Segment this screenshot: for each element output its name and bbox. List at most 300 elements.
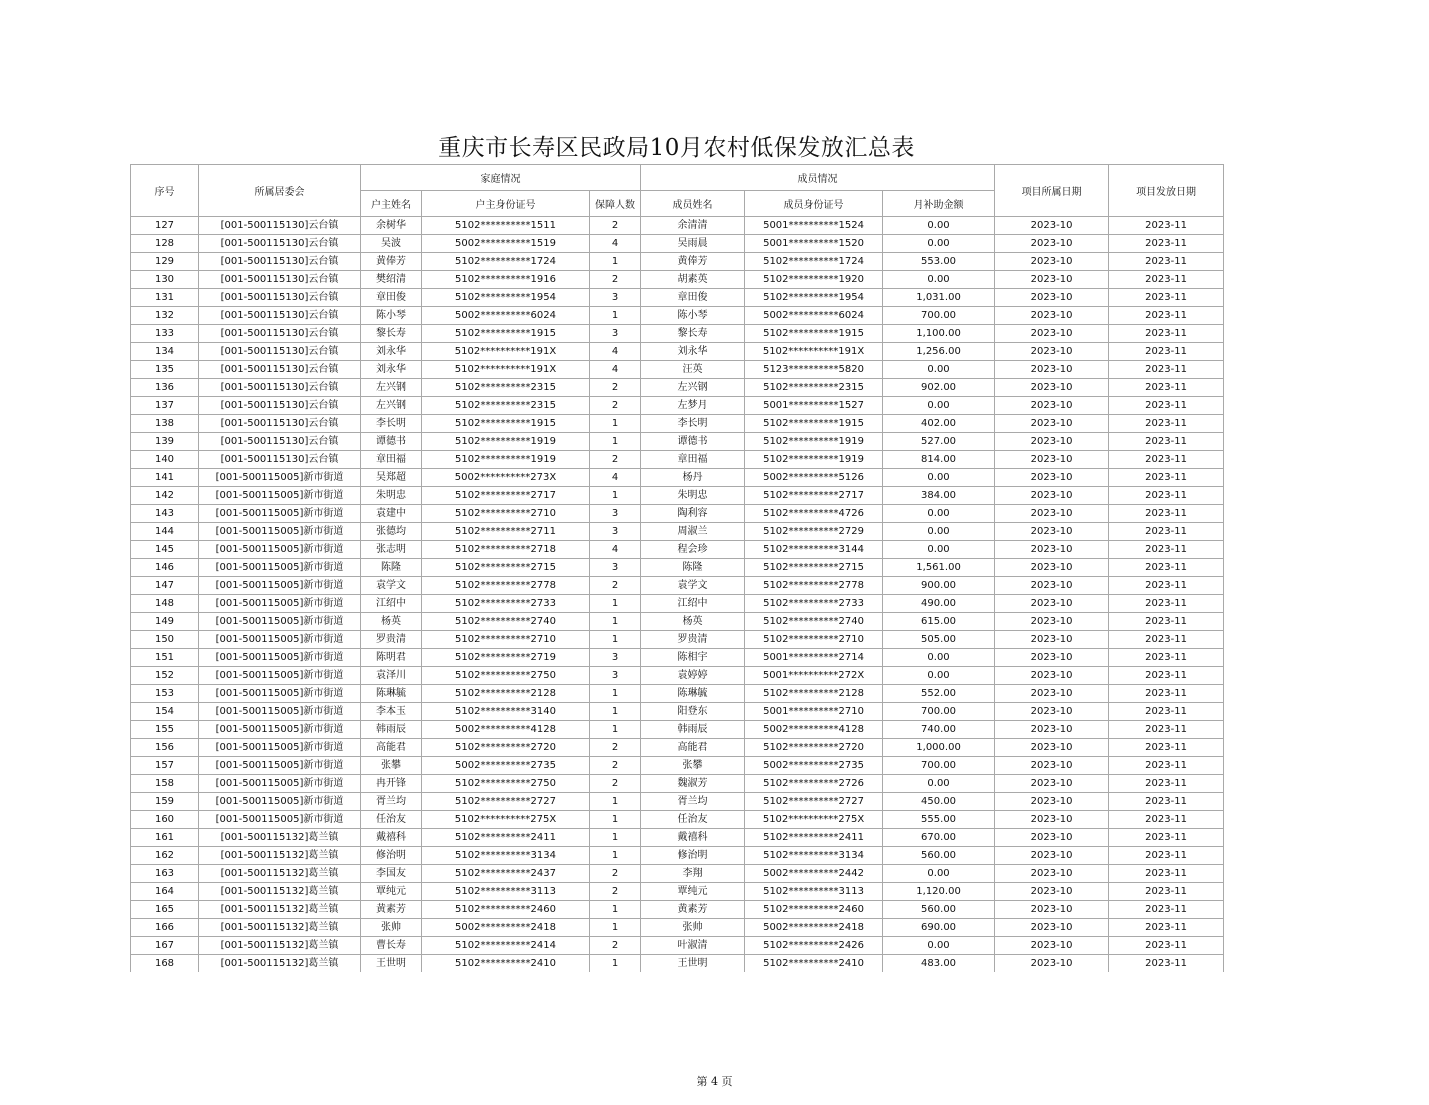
cell-period: 2023-10	[995, 685, 1109, 703]
cell-people: 4	[590, 235, 641, 253]
cell-issue: 2023-11	[1109, 721, 1224, 739]
cell-seq: 165	[131, 901, 199, 919]
cell-head-name: 高能君	[361, 739, 422, 757]
cell-member-name: 陶利容	[641, 505, 745, 523]
cell-committee: [001-500115130]云台镇	[199, 361, 361, 379]
table-row	[131, 901, 1224, 919]
cell-period: 2023-10	[995, 829, 1109, 847]
cell-member-id: 5001**********1527	[745, 397, 883, 415]
cell-issue: 2023-11	[1109, 379, 1224, 397]
cell-member-name: 吴雨晨	[641, 235, 745, 253]
cell-head-id: 5102**********2411	[422, 829, 590, 847]
cell-head-id: 5102**********1954	[422, 289, 590, 307]
cell-people: 2	[590, 217, 641, 235]
cell-people: 1	[590, 829, 641, 847]
cell-head-name: 戴禧科	[361, 829, 422, 847]
cell-issue: 2023-11	[1109, 793, 1224, 811]
cell-head-id: 5102**********2437	[422, 865, 590, 883]
cell-member-name: 叶淑清	[641, 937, 745, 955]
cell-head-name: 刘永华	[361, 361, 422, 379]
cell-member-id: 5102**********1915	[745, 415, 883, 433]
header-period: 项目所属日期	[995, 165, 1109, 217]
cell-member-name: 陈隆	[641, 559, 745, 577]
cell-head-id: 5102**********2710	[422, 631, 590, 649]
cell-head-id: 5102**********1915	[422, 415, 590, 433]
cell-member-id: 5102**********191X	[745, 343, 883, 361]
cell-amount: 490.00	[883, 595, 995, 613]
cell-member-id: 5002**********2735	[745, 757, 883, 775]
cell-people: 1	[590, 721, 641, 739]
cell-amount: 384.00	[883, 487, 995, 505]
cell-amount: 505.00	[883, 631, 995, 649]
cell-seq: 139	[131, 433, 199, 451]
cell-head-id: 5102**********2710	[422, 505, 590, 523]
cell-seq: 151	[131, 649, 199, 667]
cell-committee: [001-500115132]葛兰镇	[199, 901, 361, 919]
cell-member-name: 任治友	[641, 811, 745, 829]
cell-amount: 0.00	[883, 361, 995, 379]
cell-committee: [001-500115005]新市街道	[199, 541, 361, 559]
table-row	[131, 775, 1224, 793]
cell-issue: 2023-11	[1109, 523, 1224, 541]
cell-member-name: 胡素英	[641, 271, 745, 289]
cell-seq: 168	[131, 955, 199, 973]
cell-period: 2023-10	[995, 649, 1109, 667]
cell-period: 2023-10	[995, 883, 1109, 901]
cell-amount: 0.00	[883, 217, 995, 235]
cell-committee: [001-500115130]云台镇	[199, 343, 361, 361]
cell-amount: 1,031.00	[883, 289, 995, 307]
cell-people: 2	[590, 757, 641, 775]
table-row	[131, 649, 1224, 667]
cell-issue: 2023-11	[1109, 919, 1224, 937]
cell-period: 2023-10	[995, 469, 1109, 487]
cell-issue: 2023-11	[1109, 937, 1224, 955]
cell-amount: 0.00	[883, 667, 995, 685]
cell-head-name: 张德均	[361, 523, 422, 541]
cell-member-id: 5102**********2726	[745, 775, 883, 793]
cell-head-id: 5102**********2750	[422, 667, 590, 685]
cell-seq: 153	[131, 685, 199, 703]
cell-head-id: 5102**********2711	[422, 523, 590, 541]
cell-committee: [001-500115005]新市街道	[199, 757, 361, 775]
cell-amount: 814.00	[883, 451, 995, 469]
cell-member-name: 章田福	[641, 451, 745, 469]
cell-issue: 2023-11	[1109, 505, 1224, 523]
cell-head-id: 5102**********2315	[422, 379, 590, 397]
cell-head-id: 5102**********1511	[422, 217, 590, 235]
cell-member-name: 罗贵清	[641, 631, 745, 649]
cell-committee: [001-500115005]新市街道	[199, 523, 361, 541]
cell-amount: 0.00	[883, 469, 995, 487]
cell-seq: 146	[131, 559, 199, 577]
cell-head-name: 袁泽川	[361, 667, 422, 685]
cell-amount: 902.00	[883, 379, 995, 397]
cell-people: 2	[590, 739, 641, 757]
cell-member-id: 5102**********1724	[745, 253, 883, 271]
cell-seq: 148	[131, 595, 199, 613]
cell-member-name: 谭德书	[641, 433, 745, 451]
cell-member-id: 5102**********2740	[745, 613, 883, 631]
cell-period: 2023-10	[995, 919, 1109, 937]
cell-issue: 2023-11	[1109, 847, 1224, 865]
cell-period: 2023-10	[995, 739, 1109, 757]
cell-people: 1	[590, 253, 641, 271]
cell-period: 2023-10	[995, 433, 1109, 451]
cell-amount: 740.00	[883, 721, 995, 739]
table-row	[131, 451, 1224, 469]
table-row	[131, 577, 1224, 595]
cell-head-name: 左兴钢	[361, 397, 422, 415]
cell-committee: [001-500115005]新市街道	[199, 775, 361, 793]
cell-committee: [001-500115005]新市街道	[199, 685, 361, 703]
cell-committee: [001-500115005]新市街道	[199, 613, 361, 631]
table-body	[131, 217, 1224, 973]
cell-period: 2023-10	[995, 559, 1109, 577]
table-row	[131, 739, 1224, 757]
cell-seq: 167	[131, 937, 199, 955]
cell-amount: 1,120.00	[883, 883, 995, 901]
cell-head-name: 杨英	[361, 613, 422, 631]
cell-committee: [001-500115130]云台镇	[199, 217, 361, 235]
cell-issue: 2023-11	[1109, 613, 1224, 631]
cell-people: 1	[590, 595, 641, 613]
cell-head-id: 5102**********1919	[422, 433, 590, 451]
table-row	[131, 307, 1224, 325]
cell-member-name: 朱明忠	[641, 487, 745, 505]
cell-head-name: 曹长寿	[361, 937, 422, 955]
cell-issue: 2023-11	[1109, 685, 1224, 703]
cell-head-name: 黎长寿	[361, 325, 422, 343]
cell-head-id: 5002**********6024	[422, 307, 590, 325]
table-row	[131, 343, 1224, 361]
cell-committee: [001-500115005]新市街道	[199, 577, 361, 595]
cell-member-id: 5102**********2727	[745, 793, 883, 811]
cell-member-name: 覃纯元	[641, 883, 745, 901]
cell-member-name: 王世明	[641, 955, 745, 973]
cell-people: 1	[590, 793, 641, 811]
cell-period: 2023-10	[995, 613, 1109, 631]
cell-member-id: 5102**********2410	[745, 955, 883, 973]
cell-head-name: 章田俊	[361, 289, 422, 307]
cell-head-id: 5102**********1724	[422, 253, 590, 271]
cell-head-name: 修治明	[361, 847, 422, 865]
cell-seq: 132	[131, 307, 199, 325]
cell-people: 1	[590, 955, 641, 973]
cell-member-id: 5102**********2710	[745, 631, 883, 649]
table-row	[131, 235, 1224, 253]
cell-head-name: 张攀	[361, 757, 422, 775]
cell-head-id: 5102**********2750	[422, 775, 590, 793]
cell-committee: [001-500115132]葛兰镇	[199, 955, 361, 973]
cell-people: 1	[590, 685, 641, 703]
cell-committee: [001-500115130]云台镇	[199, 397, 361, 415]
cell-head-name: 李长明	[361, 415, 422, 433]
cell-people: 1	[590, 811, 641, 829]
cell-period: 2023-10	[995, 397, 1109, 415]
cell-member-name: 黄素芳	[641, 901, 745, 919]
cell-issue: 2023-11	[1109, 703, 1224, 721]
cell-issue: 2023-11	[1109, 487, 1224, 505]
cell-head-id: 5002**********2735	[422, 757, 590, 775]
cell-head-id: 5102**********2717	[422, 487, 590, 505]
cell-issue: 2023-11	[1109, 469, 1224, 487]
cell-committee: [001-500115005]新市街道	[199, 703, 361, 721]
cell-issue: 2023-11	[1109, 739, 1224, 757]
cell-seq: 162	[131, 847, 199, 865]
cell-period: 2023-10	[995, 523, 1109, 541]
cell-member-id: 5001**********2710	[745, 703, 883, 721]
table-row	[131, 829, 1224, 847]
cell-member-id: 5001**********1524	[745, 217, 883, 235]
cell-member-name: 袁婷婷	[641, 667, 745, 685]
cell-period: 2023-10	[995, 955, 1109, 973]
cell-issue: 2023-11	[1109, 667, 1224, 685]
cell-period: 2023-10	[995, 595, 1109, 613]
cell-head-name: 袁学文	[361, 577, 422, 595]
cell-period: 2023-10	[995, 811, 1109, 829]
cell-committee: [001-500115005]新市街道	[199, 595, 361, 613]
cell-member-name: 杨英	[641, 613, 745, 631]
cell-member-name: 陈小琴	[641, 307, 745, 325]
cell-committee: [001-500115132]葛兰镇	[199, 829, 361, 847]
cell-issue: 2023-11	[1109, 775, 1224, 793]
header-member-id: 成员身份证号	[745, 191, 883, 217]
cell-amount: 527.00	[883, 433, 995, 451]
cell-member-id: 5102**********2315	[745, 379, 883, 397]
cell-head-id: 5102**********2315	[422, 397, 590, 415]
cell-issue: 2023-11	[1109, 415, 1224, 433]
cell-amount: 560.00	[883, 847, 995, 865]
cell-seq: 157	[131, 757, 199, 775]
cell-member-id: 5002**********4128	[745, 721, 883, 739]
cell-issue: 2023-11	[1109, 901, 1224, 919]
table-row	[131, 433, 1224, 451]
cell-seq: 128	[131, 235, 199, 253]
table-row	[131, 559, 1224, 577]
cell-head-id: 5102**********2718	[422, 541, 590, 559]
cell-people: 4	[590, 469, 641, 487]
cell-period: 2023-10	[995, 235, 1109, 253]
cell-head-id: 5102**********1915	[422, 325, 590, 343]
cell-amount: 690.00	[883, 919, 995, 937]
cell-amount: 0.00	[883, 505, 995, 523]
cell-member-id: 5102**********2460	[745, 901, 883, 919]
cell-amount: 0.00	[883, 775, 995, 793]
cell-member-id: 5002**********6024	[745, 307, 883, 325]
cell-issue: 2023-11	[1109, 757, 1224, 775]
cell-issue: 2023-11	[1109, 361, 1224, 379]
cell-head-name: 袁建中	[361, 505, 422, 523]
header-head-name: 户主姓名	[361, 191, 422, 217]
cell-seq: 147	[131, 577, 199, 595]
cell-committee: [001-500115130]云台镇	[199, 379, 361, 397]
cell-member-id: 5001**********2714	[745, 649, 883, 667]
table-row	[131, 685, 1224, 703]
cell-member-name: 刘永华	[641, 343, 745, 361]
cell-member-name: 陈琳毓	[641, 685, 745, 703]
cell-issue: 2023-11	[1109, 343, 1224, 361]
table-row	[131, 253, 1224, 271]
table-row	[131, 721, 1224, 739]
cell-committee: [001-500115005]新市街道	[199, 649, 361, 667]
cell-head-name: 张帅	[361, 919, 422, 937]
cell-member-id: 5123**********5820	[745, 361, 883, 379]
cell-head-name: 胥兰均	[361, 793, 422, 811]
cell-amount: 670.00	[883, 829, 995, 847]
table-row	[131, 541, 1224, 559]
cell-member-id: 5102**********2426	[745, 937, 883, 955]
cell-amount: 555.00	[883, 811, 995, 829]
cell-member-id: 5102**********2733	[745, 595, 883, 613]
cell-committee: [001-500115005]新市街道	[199, 739, 361, 757]
cell-member-id: 5102**********2729	[745, 523, 883, 541]
cell-committee: [001-500115130]云台镇	[199, 235, 361, 253]
cell-committee: [001-500115005]新市街道	[199, 721, 361, 739]
cell-head-name: 罗贵清	[361, 631, 422, 649]
cell-people: 2	[590, 577, 641, 595]
cell-head-id: 5002**********2418	[422, 919, 590, 937]
cell-issue: 2023-11	[1109, 217, 1224, 235]
cell-issue: 2023-11	[1109, 541, 1224, 559]
cell-head-name: 陈琳毓	[361, 685, 422, 703]
cell-issue: 2023-11	[1109, 577, 1224, 595]
cell-amount: 615.00	[883, 613, 995, 631]
cell-people: 4	[590, 361, 641, 379]
cell-head-name: 任治友	[361, 811, 422, 829]
cell-head-id: 5102**********2727	[422, 793, 590, 811]
cell-seq: 154	[131, 703, 199, 721]
cell-member-id: 5001**********1520	[745, 235, 883, 253]
cell-period: 2023-10	[995, 757, 1109, 775]
cell-people: 1	[590, 487, 641, 505]
cell-committee: [001-500115130]云台镇	[199, 325, 361, 343]
cell-amount: 900.00	[883, 577, 995, 595]
table-row	[131, 289, 1224, 307]
table-row	[131, 811, 1224, 829]
cell-head-name: 章田福	[361, 451, 422, 469]
cell-issue: 2023-11	[1109, 883, 1224, 901]
table-row	[131, 379, 1224, 397]
cell-committee: [001-500115005]新市街道	[199, 559, 361, 577]
cell-seq: 150	[131, 631, 199, 649]
table-row	[131, 937, 1224, 955]
cell-people: 1	[590, 307, 641, 325]
table-row	[131, 667, 1224, 685]
cell-issue: 2023-11	[1109, 271, 1224, 289]
cell-people: 3	[590, 559, 641, 577]
cell-member-name: 左兴钢	[641, 379, 745, 397]
cell-committee: [001-500115005]新市街道	[199, 505, 361, 523]
header-member-name: 成员姓名	[641, 191, 745, 217]
cell-committee: [001-500115132]葛兰镇	[199, 919, 361, 937]
cell-people: 1	[590, 631, 641, 649]
cell-member-id: 5002**********2442	[745, 865, 883, 883]
cell-head-name: 刘永华	[361, 343, 422, 361]
cell-member-name: 左梦月	[641, 397, 745, 415]
relief-table	[130, 164, 1224, 972]
cell-head-name: 张志明	[361, 541, 422, 559]
cell-committee: [001-500115132]葛兰镇	[199, 847, 361, 865]
cell-period: 2023-10	[995, 253, 1109, 271]
cell-head-name: 余树华	[361, 217, 422, 235]
cell-head-name: 左兴钢	[361, 379, 422, 397]
cell-member-id: 5102**********3134	[745, 847, 883, 865]
cell-member-name: 魏淑芳	[641, 775, 745, 793]
cell-committee: [001-500115130]云台镇	[199, 415, 361, 433]
cell-issue: 2023-11	[1109, 865, 1224, 883]
cell-seq: 129	[131, 253, 199, 271]
cell-member-id: 5102**********3144	[745, 541, 883, 559]
cell-member-id: 5102**********2720	[745, 739, 883, 757]
table-header	[131, 165, 1224, 217]
cell-issue: 2023-11	[1109, 631, 1224, 649]
cell-member-id: 5102**********4726	[745, 505, 883, 523]
page-number: 第 4 页	[696, 1075, 733, 1088]
table-row	[131, 505, 1224, 523]
cell-member-name: 张攀	[641, 757, 745, 775]
cell-amount: 560.00	[883, 901, 995, 919]
cell-head-id: 5102**********2414	[422, 937, 590, 955]
cell-seq: 135	[131, 361, 199, 379]
header-people: 保障人数	[590, 191, 641, 217]
cell-amount: 0.00	[883, 937, 995, 955]
cell-period: 2023-10	[995, 577, 1109, 595]
cell-member-id: 5102**********2717	[745, 487, 883, 505]
cell-people: 2	[590, 883, 641, 901]
cell-amount: 0.00	[883, 649, 995, 667]
header-family-group: 家庭情况	[361, 165, 641, 191]
cell-issue: 2023-11	[1109, 253, 1224, 271]
cell-head-id: 5002**********1519	[422, 235, 590, 253]
cell-issue: 2023-11	[1109, 811, 1224, 829]
cell-seq: 133	[131, 325, 199, 343]
cell-head-id: 5102**********191X	[422, 361, 590, 379]
cell-head-name: 朱明忠	[361, 487, 422, 505]
cell-period: 2023-10	[995, 937, 1109, 955]
cell-committee: [001-500115005]新市街道	[199, 811, 361, 829]
cell-people: 3	[590, 649, 641, 667]
cell-head-id: 5102**********3140	[422, 703, 590, 721]
cell-period: 2023-10	[995, 865, 1109, 883]
cell-seq: 131	[131, 289, 199, 307]
table-row	[131, 883, 1224, 901]
cell-seq: 156	[131, 739, 199, 757]
table-row	[131, 271, 1224, 289]
cell-seq: 155	[131, 721, 199, 739]
cell-head-name: 陈隆	[361, 559, 422, 577]
cell-head-id: 5002**********273X	[422, 469, 590, 487]
cell-member-id: 5102**********2411	[745, 829, 883, 847]
cell-period: 2023-10	[995, 721, 1109, 739]
cell-people: 1	[590, 613, 641, 631]
cell-issue: 2023-11	[1109, 235, 1224, 253]
cell-issue: 2023-11	[1109, 307, 1224, 325]
cell-issue: 2023-11	[1109, 397, 1224, 415]
cell-member-id: 5102**********2128	[745, 685, 883, 703]
cell-head-name: 黄素芳	[361, 901, 422, 919]
cell-people: 3	[590, 523, 641, 541]
cell-period: 2023-10	[995, 289, 1109, 307]
table-row	[131, 361, 1224, 379]
cell-head-id: 5102**********2720	[422, 739, 590, 757]
cell-amount: 0.00	[883, 523, 995, 541]
cell-head-id: 5102**********191X	[422, 343, 590, 361]
cell-amount: 0.00	[883, 541, 995, 559]
cell-seq: 134	[131, 343, 199, 361]
table-row	[131, 865, 1224, 883]
table-row	[131, 703, 1224, 721]
